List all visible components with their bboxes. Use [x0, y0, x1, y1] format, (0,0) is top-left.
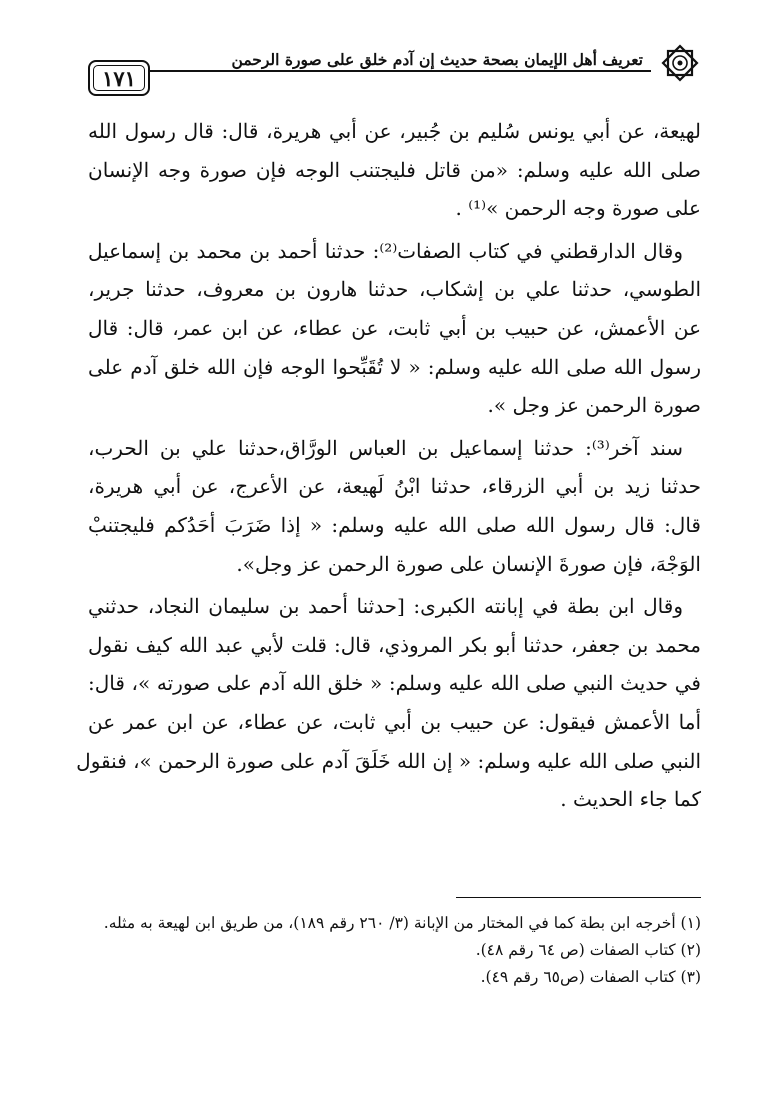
- text-line: رسول الله صلى الله عليه وسلم: « لا تُقَبِّحوا الوجه فإن الله خلق آدم على: [88, 354, 701, 379]
- text-line: النبي صلى الله عليه وسلم: « إن الله خَلَقَ آدم على صورة الرحمن »، فنقول: [76, 748, 701, 773]
- text-line: على صورة وجه الرحمن »⁽¹⁾ .: [455, 196, 701, 221]
- footnote-separator: [456, 897, 701, 898]
- footnote-2: (٢) كتاب الصفات (ص ٦٤ رقم ٤٨).: [475, 941, 701, 959]
- text-line: وقال الدارقطني في كتاب الصفات⁽²⁾: حدثنا أحمد بن محمد بن إسماعيل: [88, 238, 684, 263]
- text-line: صلى الله عليه وسلم: «من قاتل فليجتنب الوجه فإن صورة وجه الإنسان: [88, 157, 701, 182]
- text-line: الطوسي، حدثنا علي بن إشكاب، حدثنا هارون بن معروف، حدثنا جرير،: [88, 277, 701, 302]
- main-text: [76, 112, 702, 823]
- header-rule: [88, 70, 651, 72]
- paragraph-1: [88, 112, 701, 228]
- footnotes: [88, 910, 701, 991]
- text-line: أما الأعمش فيقول: عن حبيب بن أبي ثابت، عن عطاء، عن ابن عمر عن: [88, 709, 701, 734]
- header-title: تعريف أهل الإيمان بصحة حديث إن آدم خلق على صورة الرحمن: [231, 50, 643, 69]
- page-number: ١٧١: [88, 60, 150, 96]
- text-line: حدثنا زيد بن أبي الزرقاء، حدثنا ابْنُ لَهيعة، عن الأعرج، عن أبي هريرة،: [88, 474, 701, 499]
- paragraph-2: [88, 232, 701, 425]
- text-line: وقال ابن بطة في إبانته الكبرى: [حدثنا أحمد بن سليمان النجاد، حدثني: [88, 594, 683, 619]
- text-line: كما جاء الحديث .: [560, 787, 701, 812]
- text-line: سند آخر⁽³⁾: حدثنا إسماعيل بن العباس الورَّاق،حدثنا علي بن الحرب،: [88, 435, 683, 460]
- text-line: لهيعة، عن أبي يونس سُليم بن جُبير، عن أبي هريرة، قال: قال رسول الله: [88, 119, 702, 143]
- footnote-3: (٣) كتاب الصفات (ص٦٥ رقم ٤٩).: [480, 968, 701, 986]
- text-line: عن الأعمش، عن حبيب بن أبي ثابت، عن عطاء، عن ابن عمر، قال: قال: [88, 315, 701, 340]
- paragraph-4: [76, 587, 701, 819]
- text-line: الوَجْهَ، فإن صورةَ الإنسان على صورة الرحمن عز وجل».: [236, 551, 701, 576]
- text-line: صورة الرحمن عز وجل ».: [487, 393, 701, 418]
- text-line: محمد بن جعفر، حدثنا أبو بكر المروذي، قال: قلت لأبي عبد الله كيف نقول: [88, 632, 701, 657]
- paragraph-3: [88, 429, 701, 583]
- octagram-ornament-icon: [659, 42, 701, 84]
- text-line: في حديث النبي صلى الله عليه وسلم: « خلق الله آدم على صورته »، قال:: [88, 671, 701, 696]
- footnote-1: (١) أخرجه ابن بطة كما في المختار من الإبانة (٣/ ٢٦٠ رقم ١٨٩)، من طريق ابن لهيعة به مثله.: [103, 914, 701, 932]
- running-header: [88, 44, 701, 76]
- text-line: قال: قال رسول الله صلى الله عليه وسلم: « إذا ضَرَبَ أحَدُكم فليجتنبْ: [88, 512, 701, 537]
